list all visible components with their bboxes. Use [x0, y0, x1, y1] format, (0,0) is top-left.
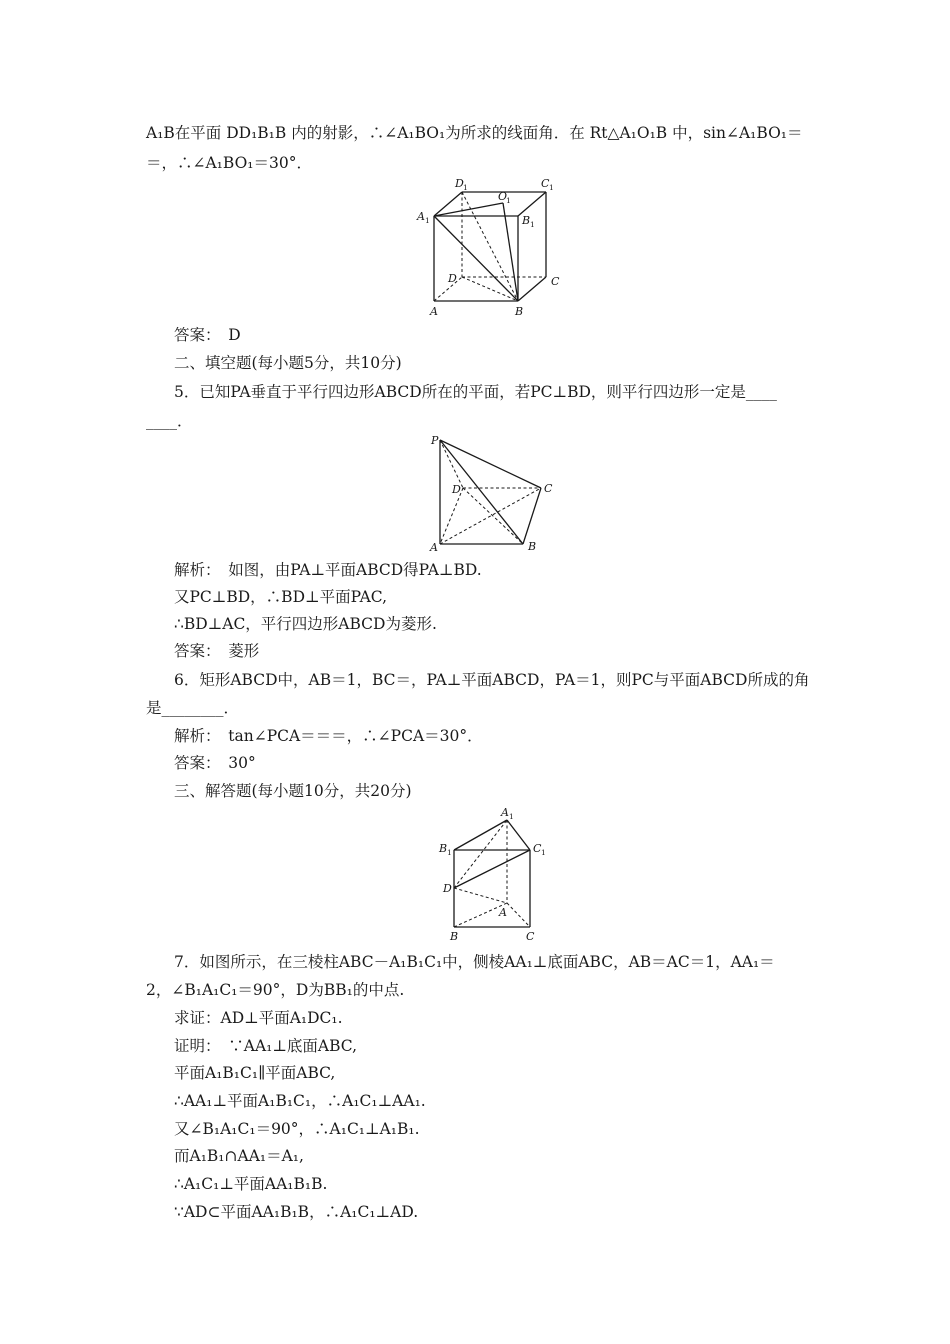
svg-text:C: C [541, 177, 550, 190]
prism-label-a: A [499, 906, 507, 919]
svg-text:B: B [439, 842, 448, 855]
proof-line: ∴A₁C₁⊥平面AA₁B₁B. [174, 1175, 328, 1193]
text-line: ＝，∴∠A₁BO₁＝30°． [146, 154, 312, 172]
cube-label-b: B [515, 305, 524, 318]
section-heading: 二、填空题(每小题5分，共10分) [174, 354, 402, 372]
pyramid-label-b: B [528, 540, 537, 553]
answer-line: 答案： D [174, 326, 241, 344]
question-6: 6．矩形ABCD中，AB＝1，BC＝，PA⊥平面ABCD，PA＝1，则PC与平面ABCD所成的角 [174, 671, 810, 689]
svg-text:C: C [533, 842, 542, 855]
prism-label-a1 [500, 806, 514, 821]
cube-label-d1 [454, 177, 468, 192]
proof-line: ∵AD⊂平面AA₁B₁B，∴A₁C₁⊥AD. [174, 1203, 419, 1221]
cube-label-a: A [430, 305, 438, 318]
pyramid-label-p: P [431, 434, 439, 447]
section-heading: 三、解答题(每小题10分，共20分) [174, 782, 412, 800]
svg-text:D: D [455, 177, 464, 190]
question-5: 5．已知PA垂直于平行四边形ABCD所在的平面，若PC⊥BD，则平行四边形一定是____ [174, 383, 777, 401]
cube-label-a1 [416, 210, 430, 225]
prism-label-b1 [438, 842, 452, 857]
proof-line: 又∠B₁A₁C₁＝90°，∴A₁C₁⊥A₁B₁. [174, 1120, 420, 1138]
text-line: 是________． [146, 699, 240, 717]
cube-label-c: C [551, 275, 560, 288]
svg-text:O: O [498, 190, 508, 203]
svg-text:1: 1 [549, 183, 554, 192]
cube-label-b1 [521, 214, 535, 229]
proof-line: 证明： ∵AA₁⊥底面ABC, [174, 1037, 358, 1055]
cube-figure [410, 176, 570, 321]
proof-line: 而A₁B₁∩AA₁＝A₁, [174, 1147, 304, 1165]
prism-label-c: C [526, 930, 535, 943]
svg-text:1: 1 [425, 216, 430, 225]
svg-text:1: 1 [463, 183, 468, 192]
svg-text:A: A [501, 806, 509, 819]
svg-text:B: B [522, 214, 531, 227]
text-line: A₁B在平面 DD₁B₁B 内的射影，∴∠A₁BO₁为所求的线面角．在 Rt△A₁O₁B 中，sin∠A₁BO₁＝ [146, 124, 803, 142]
svg-text:1: 1 [541, 848, 546, 857]
pyramid-label-c: C [544, 482, 553, 495]
prism-label-c1 [533, 842, 546, 857]
svg-text:1: 1 [506, 196, 511, 205]
svg-text:1: 1 [447, 848, 452, 857]
answer-line: 答案： 菱形 [174, 642, 260, 660]
proof-line: ∴AA₁⊥平面A₁B₁C₁，∴A₁C₁⊥AA₁. [174, 1092, 426, 1110]
question-7: 7．如图所示，在三棱柱ABC－A₁B₁C₁中，侧棱AA₁⊥底面ABC，AB＝AC＝1，AA₁＝ [174, 953, 775, 971]
prism-label-d: D [443, 882, 452, 895]
prism-figure [435, 806, 555, 946]
prism-label-b: B [450, 930, 459, 943]
solution-line: 解析： tan∠PCA＝＝＝，∴∠PCA＝30°． [174, 727, 483, 745]
answer-line: 答案： 30° [174, 754, 256, 772]
pyramid-figure [425, 432, 560, 554]
proof-line: 平面A₁B₁C₁∥平面ABC, [174, 1064, 336, 1082]
text-line: ____． [146, 412, 193, 430]
svg-text:1: 1 [530, 220, 535, 229]
solution-line: 又PC⊥BD，∴BD⊥平面PAC, [174, 588, 388, 606]
cube-label-c1 [541, 177, 554, 192]
svg-text:1: 1 [509, 812, 514, 821]
proof-line: 求证：AD⊥平面A₁DC₁. [174, 1009, 343, 1027]
pyramid-label-a: A [430, 541, 438, 554]
solution-line: ∴BD⊥AC，平行四边形ABCD为菱形. [174, 615, 437, 633]
svg-text:A: A [417, 210, 425, 223]
solution-line: 解析： 如图，由PA⊥平面ABCD得PA⊥BD. [174, 561, 482, 579]
cube-label-d: D [448, 272, 457, 285]
text-line: 2，∠B₁A₁C₁＝90°，D为BB₁的中点. [146, 981, 405, 999]
pyramid-label-d: D [452, 483, 461, 496]
